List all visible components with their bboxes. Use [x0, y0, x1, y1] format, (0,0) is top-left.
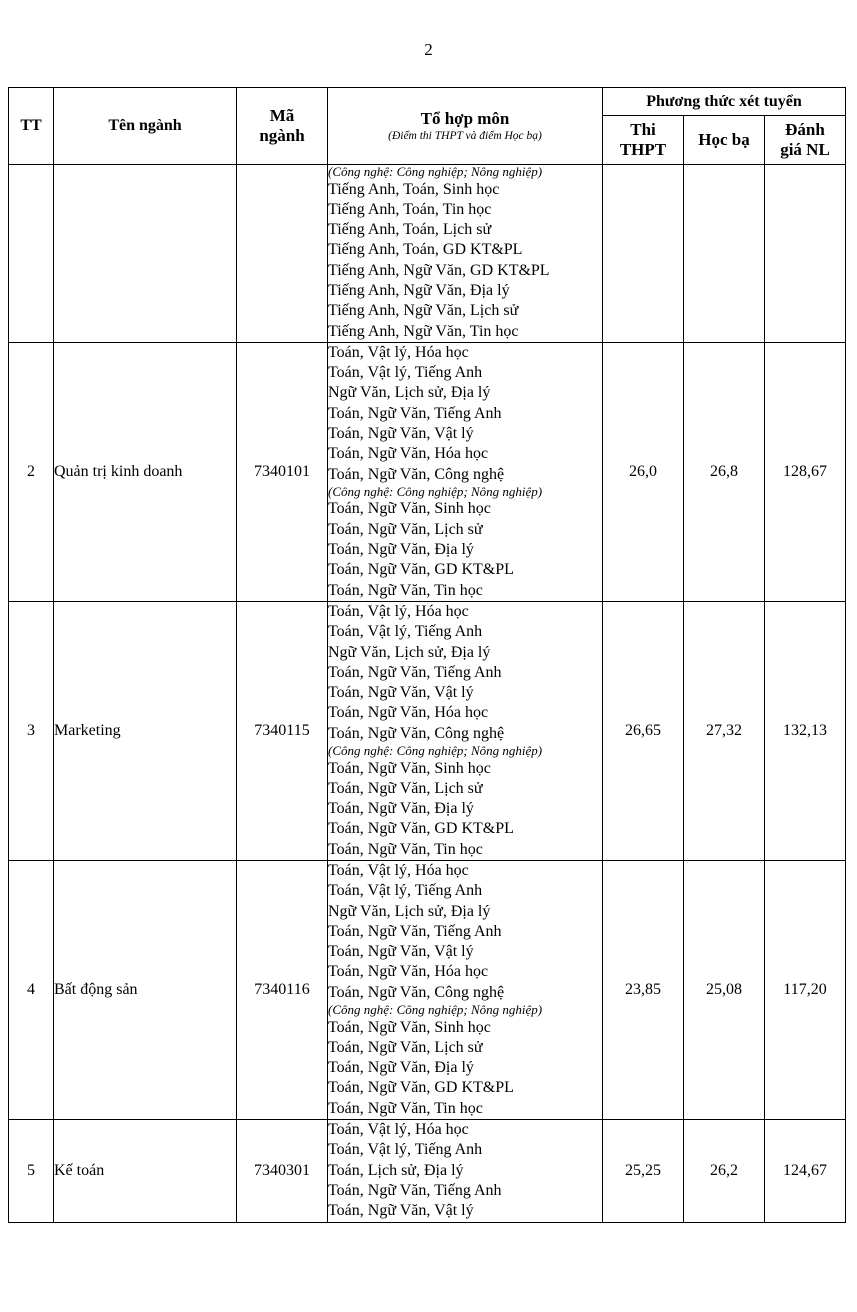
- subject-combination: Toán, Ngữ Văn, Lịch sử: [328, 1038, 483, 1056]
- subject-combination: Toán, Ngữ Văn, Sinh học: [328, 759, 491, 777]
- row-number: 3: [9, 601, 54, 860]
- subject-combination: Tiếng Anh, Ngữ Văn, Tin học: [328, 322, 519, 340]
- technology-note: (Công nghệ: Công nghiệp; Nông nghiệp): [328, 1002, 543, 1018]
- subject-combination: Toán, Ngữ Văn, Hóa học: [328, 963, 489, 981]
- subject-combination: Toán, Ngữ Văn, Lịch sử: [328, 779, 483, 797]
- subject-combination: Toán, Vật lý, Tiếng Anh: [328, 364, 483, 382]
- score-nl: 124,67: [765, 1120, 846, 1222]
- subject-combination: Toán, Vật lý, Hóa học: [328, 602, 469, 620]
- subject-combination: Toán, Lịch sử, Địa lý: [328, 1161, 464, 1179]
- subject-combination: Toán, Ngữ Văn, GD KT&PL: [328, 1079, 514, 1097]
- subject-combination: Toán, Ngữ Văn, Hóa học: [328, 704, 489, 722]
- technology-note: (Công nghệ: Công nghiệp; Nông nghiệp): [328, 483, 543, 499]
- table-body: [9, 165, 846, 1223]
- subject-combination: Toán, Ngữ Văn, Tiếng Anh: [328, 663, 502, 681]
- score-thpt: 26,0: [603, 342, 684, 601]
- score-nl: 128,67: [765, 342, 846, 601]
- major-code: 7340101: [237, 342, 328, 601]
- score-hocba: 26,8: [684, 342, 765, 601]
- major-code: [237, 165, 328, 343]
- header-method-thpt-line1: Thi: [630, 120, 656, 139]
- subject-combination: Toán, Vật lý, Hóa học: [328, 862, 469, 879]
- subject-combination: Tiếng Anh, Toán, Tin học: [328, 200, 492, 218]
- header-major-code-line2: ngành: [259, 126, 305, 145]
- major-name: Marketing: [54, 601, 237, 860]
- subject-combination: Toán, Ngữ Văn, Công nghệ: [328, 465, 505, 483]
- subject-combination: Toán, Ngữ Văn, Hóa học: [328, 445, 489, 463]
- subject-combination: Toán, Ngữ Văn, Tiếng Anh: [328, 922, 502, 940]
- subject-combination: Tiếng Anh, Ngữ Văn, Địa lý: [328, 281, 510, 299]
- score-nl: [765, 165, 846, 343]
- subject-combination: Toán, Ngữ Văn, Lịch sử: [328, 520, 483, 538]
- header-method-nl-line2: giá NL: [780, 140, 830, 159]
- subject-combinations: [328, 165, 603, 343]
- subject-combination: Toán, Ngữ Văn, Vật lý: [328, 1202, 474, 1220]
- subject-combination: Toán, Vật lý, Tiếng Anh: [328, 1141, 483, 1159]
- score-hocba: 27,32: [684, 601, 765, 860]
- subject-combination: Toán, Ngữ Văn, Tiếng Anh: [328, 404, 502, 422]
- subject-combination: Toán, Ngữ Văn, GD KT&PL: [328, 820, 514, 838]
- subject-combination: Tiếng Anh, Toán, Sinh học: [328, 180, 500, 198]
- score-nl: 132,13: [765, 601, 846, 860]
- subject-combination: Tiếng Anh, Toán, Lịch sử: [328, 221, 492, 239]
- table-row: [9, 165, 846, 343]
- row-number: 2: [9, 342, 54, 601]
- subject-combination: Tiếng Anh, Toán, GD KT&PL: [328, 241, 523, 259]
- subject-combination: Ngữ Văn, Lịch sử, Địa lý: [328, 643, 491, 661]
- subject-combination: Toán, Ngữ Văn, Sinh học: [328, 1018, 491, 1036]
- subject-combinations: [328, 861, 603, 1120]
- subject-combination: Tiếng Anh, Ngữ Văn, Lịch sử: [328, 302, 519, 320]
- score-thpt: 25,25: [603, 1120, 684, 1222]
- table-row: [9, 601, 846, 860]
- subject-combination: Toán, Ngữ Văn, Tiếng Anh: [328, 1181, 502, 1199]
- header-major-name: Tên ngành: [54, 88, 237, 165]
- subject-combinations: [328, 1120, 603, 1222]
- subject-combination: Toán, Vật lý, Tiếng Anh: [328, 623, 483, 641]
- table-row: [9, 861, 846, 1120]
- subject-combination: Toán, Ngữ Văn, Địa lý: [328, 1059, 474, 1077]
- subject-combination: Toán, Vật lý, Hóa học: [328, 1121, 469, 1139]
- score-hocba: 26,2: [684, 1120, 765, 1222]
- header-combination-subtitle: (Điểm thi THPT và điểm Học bạ): [388, 129, 542, 142]
- header-subject-combination: [328, 88, 603, 165]
- header-method-thpt-line2: THPT: [619, 140, 667, 159]
- major-name: Kế toán: [54, 1120, 237, 1222]
- subject-combination: Toán, Ngữ Văn, Địa lý: [328, 800, 474, 818]
- table-row: [9, 1120, 846, 1222]
- subject-combination: Toán, Ngữ Văn, Vật lý: [328, 943, 474, 961]
- page-number: 2: [424, 40, 433, 59]
- major-name: [54, 165, 237, 343]
- score-hocba: 25,08: [684, 861, 765, 1120]
- header-admission-methods: Phương thức xét tuyển: [603, 88, 846, 116]
- header-combination-title: Tổ hợp môn: [420, 108, 510, 128]
- technology-note: (Công nghệ: Công nghiệp; Nông nghiệp): [328, 164, 543, 179]
- score-thpt: 23,85: [603, 861, 684, 1120]
- subject-combination: Toán, Ngữ Văn, Sinh học: [328, 500, 491, 518]
- subject-combination: Toán, Ngữ Văn, Địa lý: [328, 541, 474, 559]
- major-name: Quản trị kinh doanh: [54, 342, 237, 601]
- technology-note: (Công nghệ: Công nghiệp; Nông nghiệp): [328, 743, 543, 759]
- row-number: 4: [9, 861, 54, 1120]
- score-nl: 117,20: [765, 861, 846, 1120]
- subject-combinations: [328, 342, 603, 601]
- subject-combination: Toán, Vật lý, Hóa học: [328, 343, 469, 361]
- header-method-thpt: [603, 116, 684, 165]
- subject-combination: Toán, Ngữ Văn, Vật lý: [328, 684, 474, 702]
- major-name: Bất động sản: [54, 861, 237, 1120]
- score-thpt: [603, 165, 684, 343]
- admission-scores-table: [8, 87, 846, 1223]
- major-code: 7340115: [237, 601, 328, 860]
- header-major-code: [237, 88, 328, 165]
- row-number: 5: [9, 1120, 54, 1222]
- subject-combination: Toán, Ngữ Văn, GD KT&PL: [328, 561, 514, 579]
- table-row: [9, 342, 846, 601]
- header-major-code-line1: Mã: [269, 106, 295, 125]
- subject-combination: Toán, Ngữ Văn, Tin học: [328, 840, 483, 858]
- subject-combination: Ngữ Văn, Lịch sử, Địa lý: [328, 384, 491, 402]
- subject-combination: Ngữ Văn, Lịch sử, Địa lý: [328, 902, 491, 920]
- subject-combination: Toán, Ngữ Văn, Tin học: [328, 581, 483, 599]
- major-code: 7340301: [237, 1120, 328, 1222]
- subject-combinations: [328, 601, 603, 860]
- subject-combination: Toán, Ngữ Văn, Tin học: [328, 1099, 483, 1117]
- header-method-hocba: [684, 116, 765, 165]
- header-method-nl-line1: Đánh: [785, 120, 825, 139]
- score-thpt: 26,65: [603, 601, 684, 860]
- subject-combination: Toán, Ngữ Văn, Vật lý: [328, 425, 474, 443]
- subject-combination: Toán, Ngữ Văn, Công nghệ: [328, 724, 505, 742]
- subject-combination: Tiếng Anh, Ngữ Văn, GD KT&PL: [328, 261, 550, 279]
- row-number: [9, 165, 54, 343]
- header-tt: TT: [9, 88, 54, 165]
- major-code: 7340116: [237, 861, 328, 1120]
- header-method-hocba-label: Học bạ: [698, 130, 750, 149]
- table-header: [9, 88, 846, 165]
- header-method-nl: [765, 116, 846, 165]
- score-hocba: [684, 165, 765, 343]
- subject-combination: Toán, Vật lý, Tiếng Anh: [328, 882, 483, 900]
- subject-combination: Toán, Ngữ Văn, Công nghệ: [328, 983, 505, 1001]
